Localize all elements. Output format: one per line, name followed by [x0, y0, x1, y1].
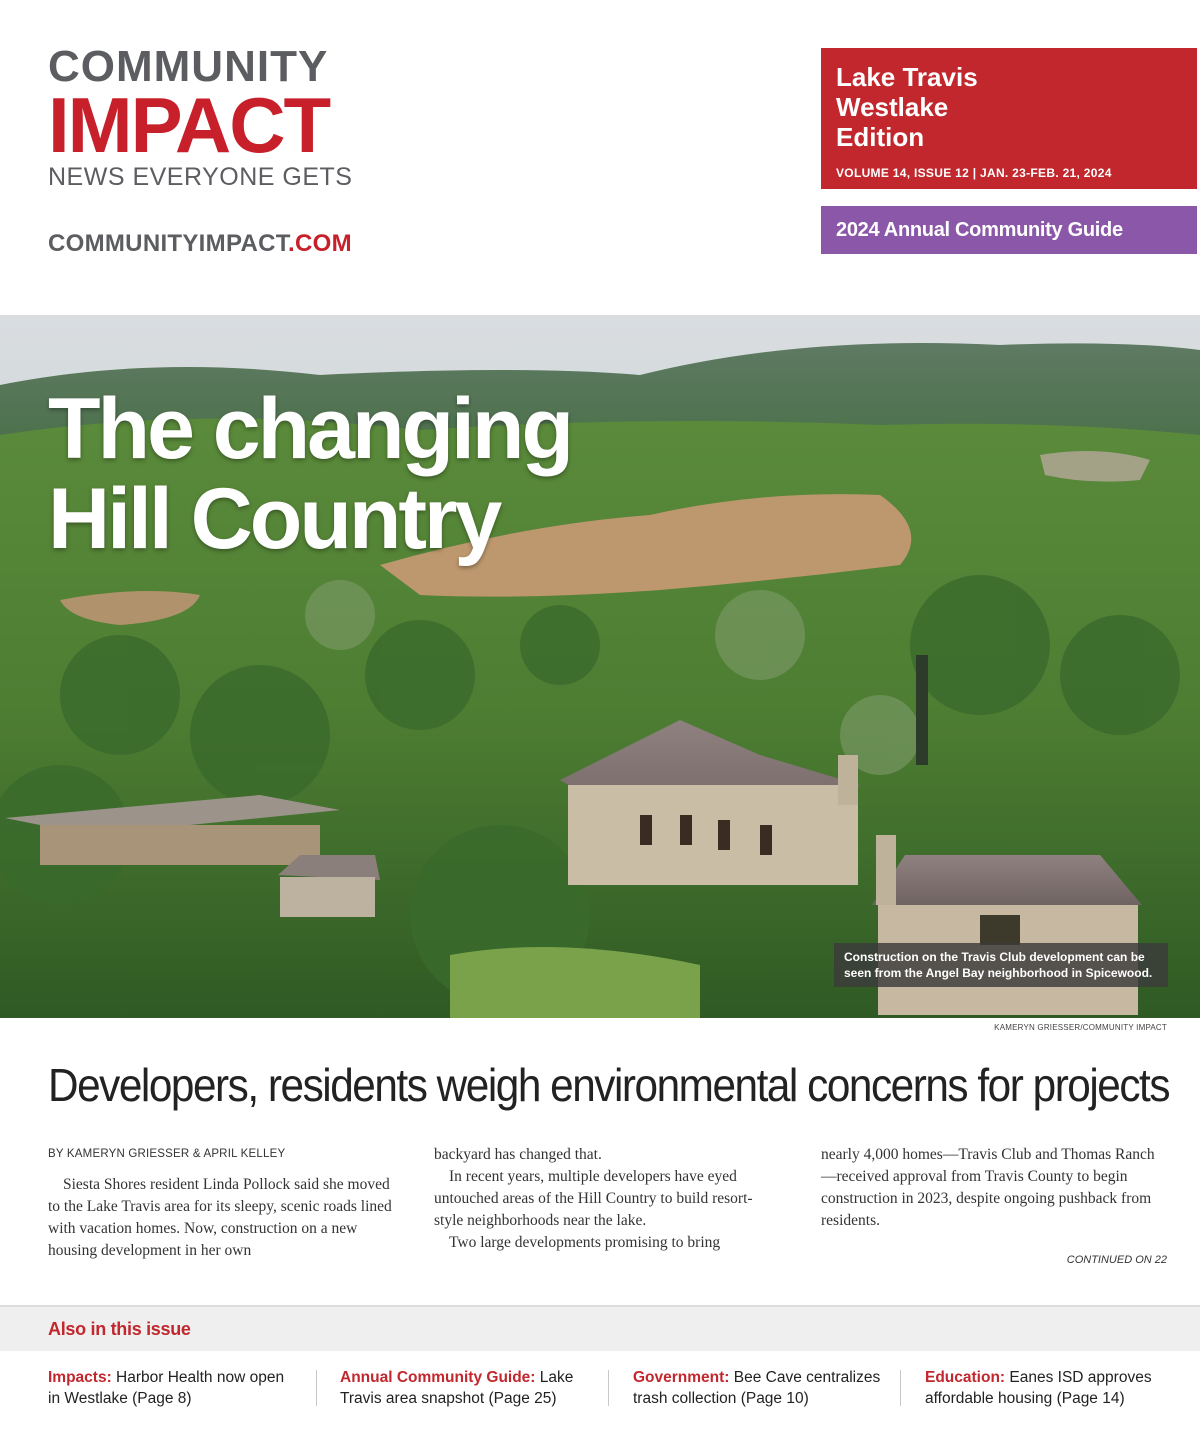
story-headline[interactable]: Developers, residents weigh environmental concerns for projects	[48, 1059, 1170, 1111]
teaser-divider	[608, 1370, 609, 1406]
teaser-category: Education:	[925, 1369, 1006, 1386]
logo-community-text: COMMUNITY	[48, 42, 329, 91]
cover-headline	[48, 381, 571, 567]
also-in-issue-title: Also in this issue	[48, 1319, 191, 1339]
teaser-divider	[316, 1370, 317, 1406]
cover-headline-line2: Hill Country	[48, 471, 500, 567]
teaser-government[interactable]	[633, 1367, 883, 1409]
teaser-divider	[900, 1370, 901, 1406]
community-guide-banner[interactable]: 2024 Annual Community Guide	[821, 206, 1197, 254]
story-column-1	[48, 1174, 393, 1262]
community-impact-logo	[48, 44, 368, 192]
teaser-category: Annual Community Guide:	[340, 1369, 536, 1386]
photo-caption: Construction on the Travis Club development can be seen from the Angel Bay neighborhood in Spicewood.	[834, 943, 1168, 987]
story-paragraph: nearly 4,000 homes—Travis Club and Thomas Ranch—received approval from Travis County to begin construction in 2023, despite ongoing pushback from residents.	[821, 1146, 1155, 1229]
story-paragraph: backyard has changed that.	[434, 1146, 602, 1163]
teaser-text: Bee Cave centralizes trash collection (Page 10)	[633, 1369, 881, 1407]
cover-headline-line1: The changing	[48, 381, 571, 477]
edition-banner	[821, 48, 1197, 189]
website-link[interactable]	[48, 230, 352, 258]
logo-wordmark-impact: IMPACT	[48, 81, 330, 169]
teaser-impacts[interactable]	[48, 1367, 298, 1409]
teaser-category: Impacts:	[48, 1369, 112, 1386]
teaser-education[interactable]	[925, 1367, 1165, 1409]
story-paragraph: Siesta Shores resident Linda Pollock said she moved to the Lake Travis area for its sleepy, scenic roads lined with vacation homes. Now, construction on a new housing development in her own	[48, 1176, 392, 1259]
story-byline: BY KAMERYN GRIESSER & APRIL KELLEY	[48, 1148, 286, 1160]
edition-title-line1: Lake Travis	[836, 62, 978, 92]
website-tld: .COM	[288, 230, 352, 257]
story-column-2	[434, 1144, 779, 1254]
teaser-community-guide[interactable]	[340, 1367, 590, 1409]
website-main: COMMUNITYIMPACT	[48, 230, 289, 257]
teaser-text: Harbor Health now open in Westlake (Page 8)	[48, 1369, 285, 1407]
continued-on-link[interactable]: CONTINUED ON 22	[1066, 1254, 1167, 1266]
photo-credit: KAMERYN GRIESSER/COMMUNITY IMPACT	[994, 1023, 1167, 1032]
story-column-3	[821, 1144, 1166, 1232]
edition-volume-date: VOLUME 14, ISSUE 12 | JAN. 23-FEB. 21, 2024	[836, 166, 1112, 180]
edition-title-line2: Westlake	[836, 92, 949, 122]
logo-tagline: NEWS EVERYONE GETS	[48, 163, 353, 191]
teaser-text: Lake Travis area snapshot (Page 25)	[340, 1369, 574, 1407]
story-paragraph: Two large developments promising to bring	[449, 1234, 721, 1251]
edition-title-line3: Edition	[836, 122, 925, 152]
teaser-text: Eanes ISD approves affordable housing (Page 14)	[925, 1369, 1152, 1407]
teaser-category: Government:	[633, 1369, 730, 1386]
story-paragraph: In recent years, multiple developers have eyed untouched areas of the Hill Country to build resort-style neighborhoods near the lake.	[434, 1168, 753, 1229]
